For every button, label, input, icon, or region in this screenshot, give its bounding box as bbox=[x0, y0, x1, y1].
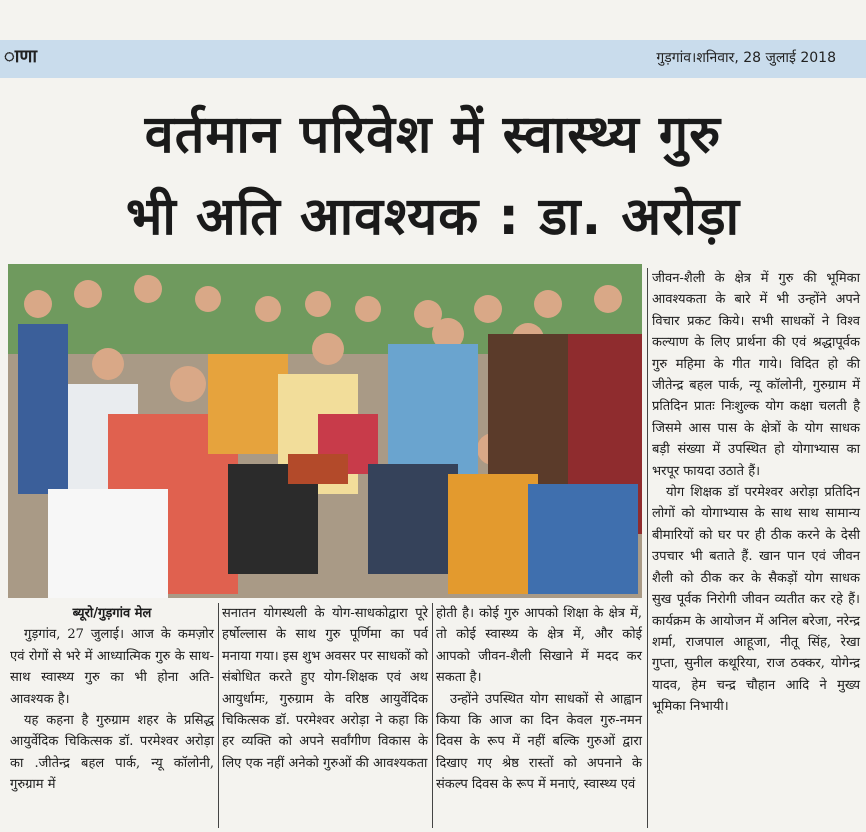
group-photo bbox=[8, 264, 642, 598]
article-column-2 bbox=[222, 603, 428, 774]
column-divider bbox=[432, 603, 433, 828]
article-column-3 bbox=[436, 603, 642, 796]
c3-para-2: उन्होंने उपस्थित योग साधकों से आह्वान किया कि आज का दिन केवल गुरु-नमन दिवस के रूप में नहीं बल्कि गुरुओं द्वारा दिखाए गए श्रेष्ठ रास्तों को अपनाने के संकल्प दिवस के रूप में मनाएं, स्वास्थ्य एवं bbox=[436, 691, 642, 793]
column-divider bbox=[218, 603, 219, 828]
headline-line-1: वर्तमान परिवेश में स्वास्थ्य गुरु bbox=[144, 105, 722, 165]
article-column-4 bbox=[652, 268, 860, 718]
byline: ब्यूरो/गुड़गांव मेल bbox=[72, 606, 152, 621]
masthead-band bbox=[0, 40, 866, 78]
article-column-1 bbox=[10, 603, 214, 796]
headline-line-2: भी अति आवश्यक : डा. अरोड़ा bbox=[125, 187, 741, 247]
c1-para-2: यह कहना है गुरुग्राम शहर के प्रसिद्ध आयुर्वेदिक चिकित्सक डॉ. परमेश्वर अरोड़ा का .जीतेन्द्र बहल पार्क, न्यू कॉलोनी, गुरुग्राम में bbox=[10, 713, 214, 793]
masthead-left: ाणा bbox=[4, 46, 38, 67]
column-divider bbox=[647, 268, 648, 828]
c2-para-1: सनातन योगस्थली के योग-साधकोद्वारा पूरे हर्षोल्लास के साथ गुरु पूर्णिमा का पर्व मनाया गया। इस शुभ अवसर पर साधकों को संबोधित करते हुए योग-शिक्षक एवं अथ आयुर्धामः, गुरुग्राम के वरिष्ठ आयुर्वेदिक चिकित्सक डॉ. परमेश्वर अरोड़ा ने कहा कि हर व्यक्ति को अपने सर्वांगीण विकास के लिए एक नहीं अनेको गुरुओं की आवश्यकता bbox=[222, 606, 428, 771]
c1-para-1: गुड़गांव, 27 जुलाई। आज के कमज़ोर एवं रोगों से भरे में आध्यात्मिक गुरु के साथ-साथ स्वास्थ्य गुरु का भी होना अति-आवश्यक है। bbox=[10, 627, 214, 707]
c4-para-2: योग शिक्षक डॉ परमेश्वर अरोड़ा प्रतिदिन लोगों को योगाभ्यास के साथ साथ सामान्य बीमारियों को घर पर ही ठीक करने के देसी उपचार भी बताते हैं. खान पान एवं जीवन शैली को ठीक कर के सैकड़ों योग साधक सुख पूर्वक निरोगी जीवन व्यतीत कर रहे हैं। कार्यक्रम के आयोजन में अनिल बरेजा, नरेन्द्र शर्मा, राजपाल आहूजा, नीतू सिंह, रेखा गुप्ता, सुनील कथूरिया, राज ठक्कर, योगेन्द्र यादव, हेम चन्द्र चौहान आदि ने मुख्य भूमिका निभायी। bbox=[652, 485, 860, 715]
group-photo-icon bbox=[8, 264, 642, 598]
masthead-date: गुड़गांव।शनिवार, 28 जुलाई 2018 bbox=[656, 50, 836, 66]
c3-para-1: होती है। कोई गुरु आपको शिक्षा के क्षेत्र में, तो कोई स्वास्थ्य के क्षेत्र में, और कोई आपको जीवन-शैली सिखाने में मदद कर सकता है। bbox=[436, 606, 642, 686]
c4-para-1: जीवन-शैली के क्षेत्र में गुरु की भूमिका आवश्यकता के बारे में भी उन्होंने अपने विचार प्रकट किये। सभी साधकों ने विश्व कल्याण के लिए प्रार्थना की एवं श्रद्धापूर्वक गुरु महिमा के गीत गाये। विदित हो की जीतेन्द्र बहल पार्क, न्यू कॉलोनी, गुरुग्राम में प्रतिदिन प्रातः निःशुल्क योग कक्षा चलती है जिसमे आस पास के क्षेत्रों के योग साधक बड़ी संख्या में उपस्थित हो योगाभ्यास का भरपूर फायदा उठाते हैं। bbox=[652, 271, 860, 479]
